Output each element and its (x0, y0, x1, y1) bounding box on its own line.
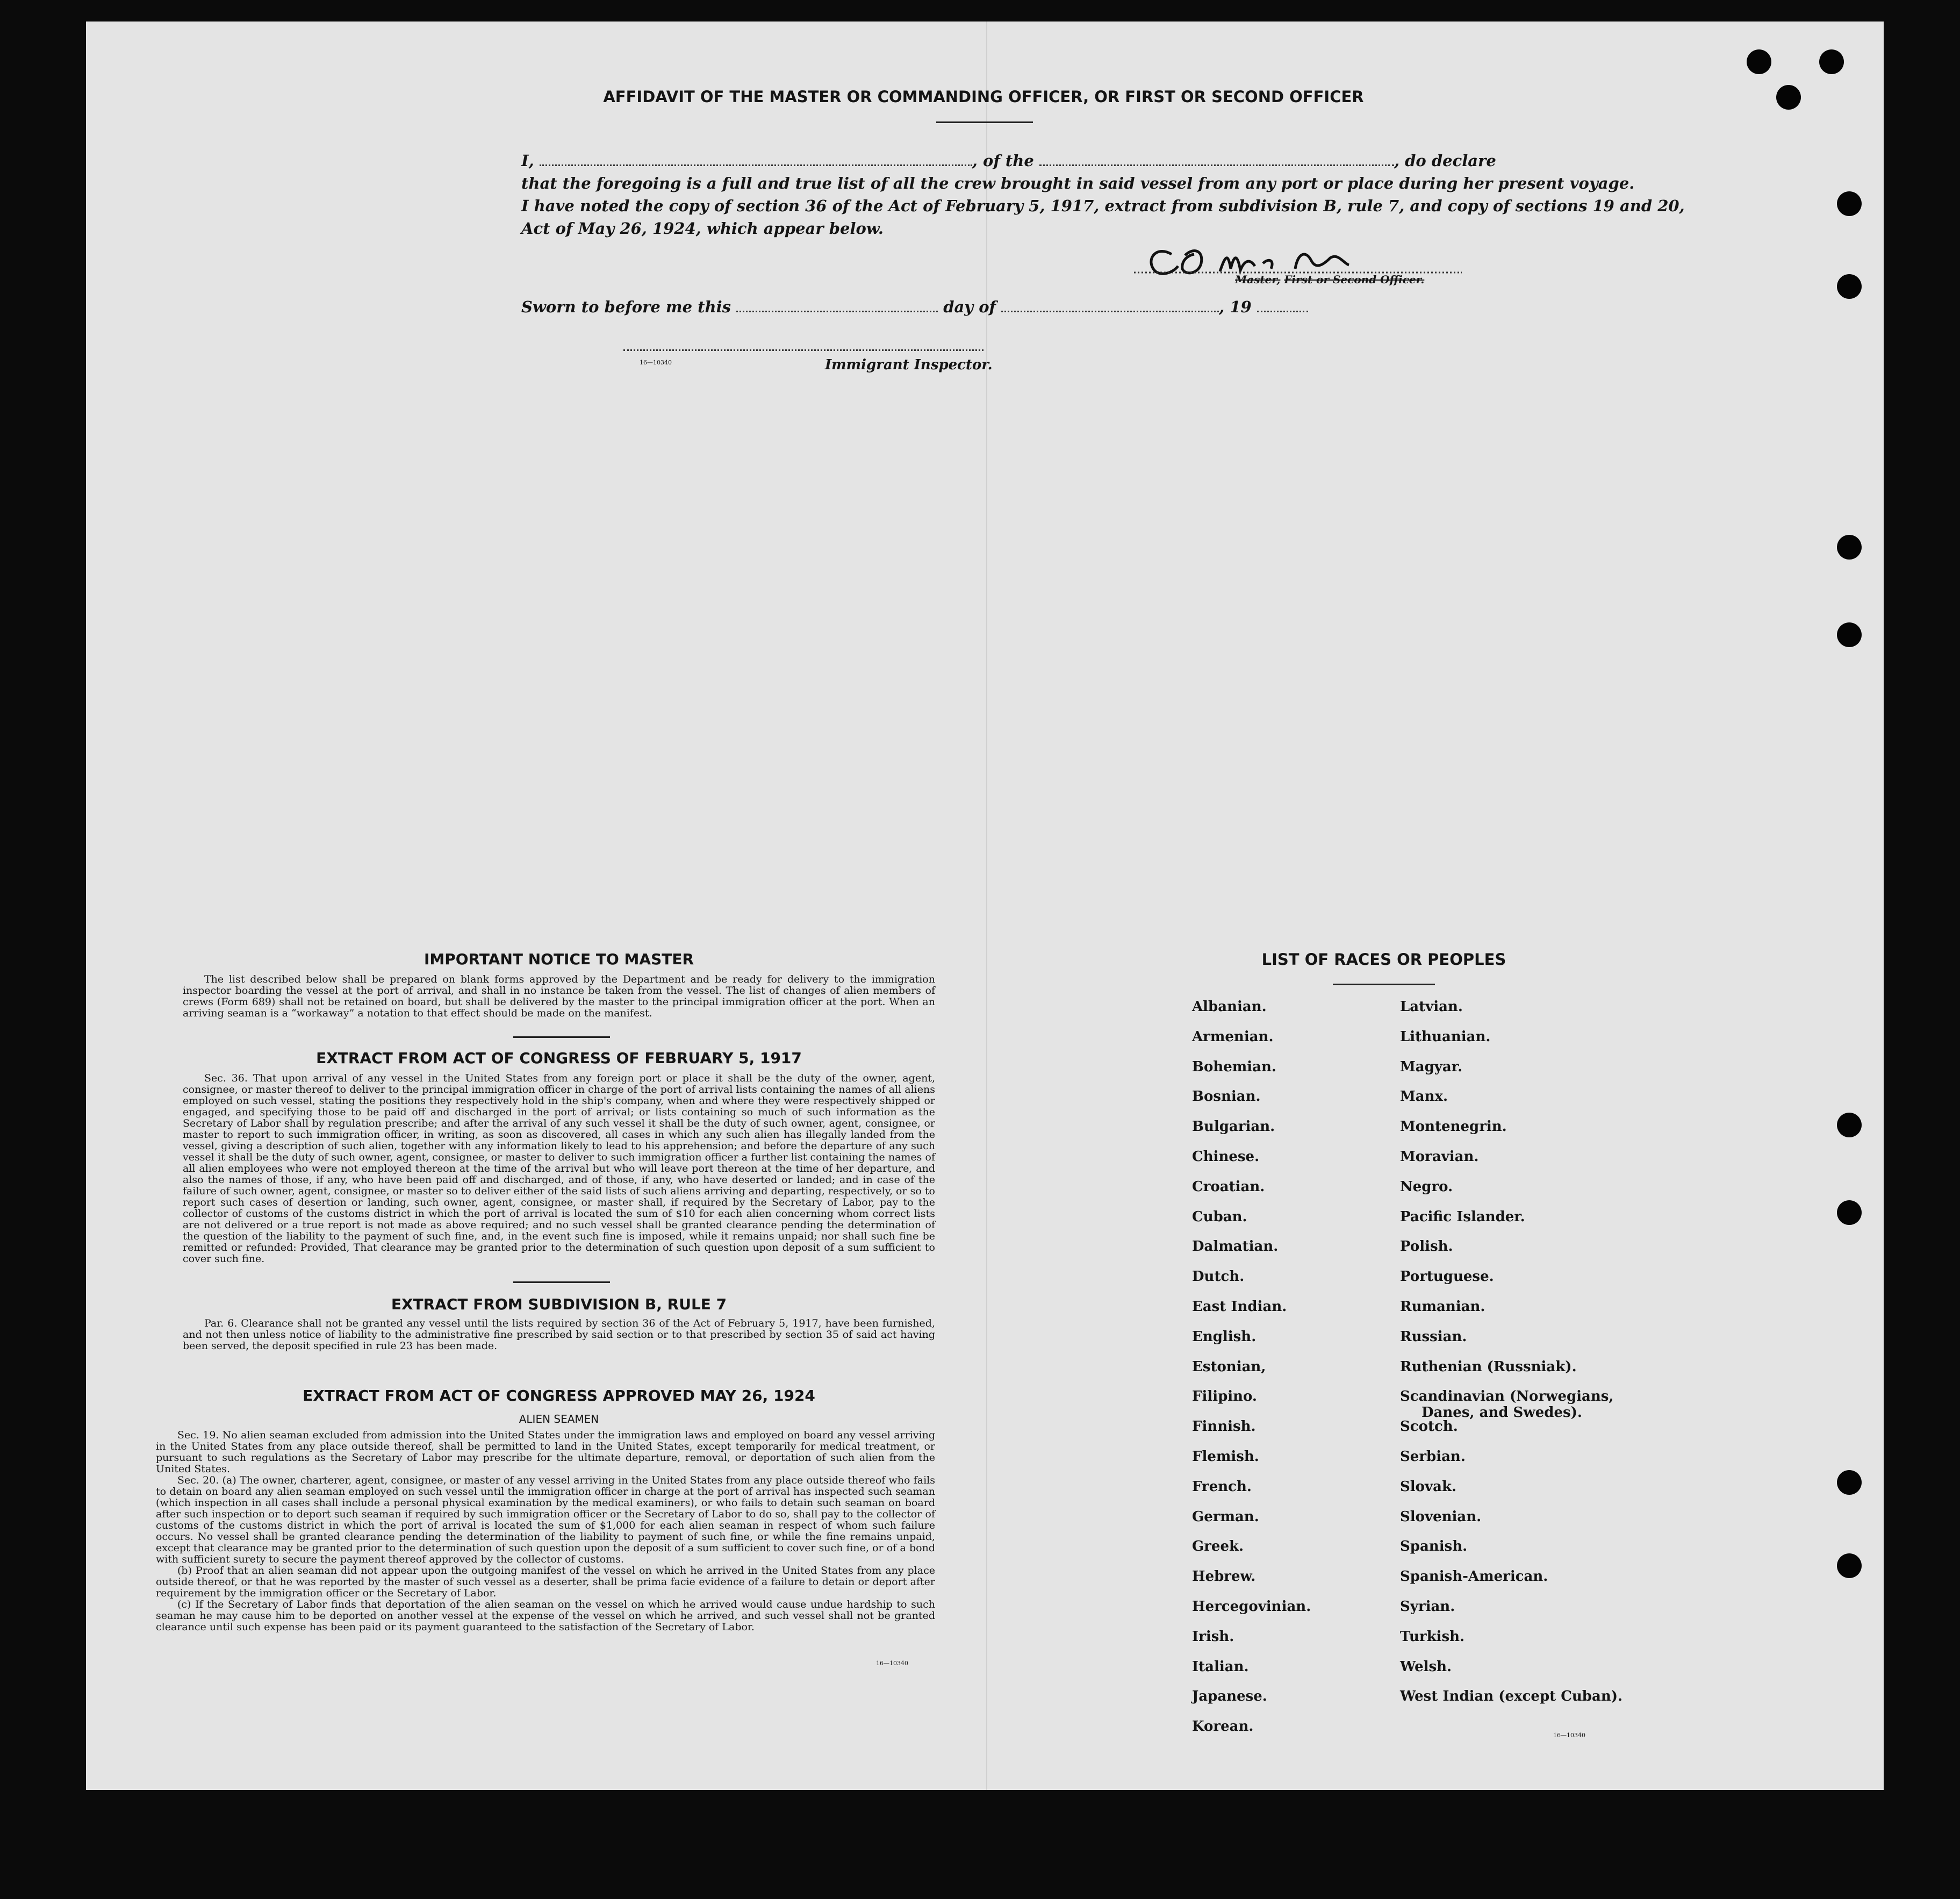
race-item: Syrian. (1400, 1599, 1455, 1615)
day-of-label: day of (943, 298, 996, 316)
section-rule (513, 1281, 610, 1283)
race-item: Polish. (1400, 1238, 1453, 1255)
race-item: Welsh. (1400, 1658, 1452, 1675)
of-the-label: , of the (972, 152, 1034, 170)
race-item: Cuban. (1192, 1208, 1247, 1225)
punch-hole (1776, 85, 1801, 110)
inspector-signature-blank (623, 349, 983, 351)
sec-20a-paragraph: Sec. 20. (a) The owner, charterer, agent, consignee, or master of any vessel arriving in the United States from any place outside thereof who fails to detain on board any alien seaman employed on such vessel until the immigration officer in charge at the port of arrival has inspected such seaman (which inspection in all cases shall include a personal physical examination by the medical examiners), or who fails to detain such seaman on board after such inspection or to deport such seaman if required by such immigration officer or the Secretary of Labor to do so, shall pay to the collector of customs of the customs district in which the port of arrival is located the sum of $1,000 for each alien seaman in respect of whom such failure occurs. No vessel shall be granted clearance pending the determination of the liability to payment of such fine, or while the fine remains unpaid, except that clearance may be granted prior to the determination of such question upon the deposit of a sum sufficient to cover such fine, or of a bond with sufficient surety to secure the payment thereof approved by the collector of customs. (156, 1474, 935, 1565)
punch-hole (1837, 274, 1862, 299)
races-title-rule (1333, 984, 1435, 985)
race-item: Estonian, (1192, 1358, 1266, 1375)
punch-hole (1837, 1553, 1862, 1578)
race-item: Irish. (1192, 1628, 1234, 1645)
year-label: , 19 (1219, 298, 1252, 316)
race-item: Dutch. (1192, 1269, 1245, 1285)
race-item: French. (1192, 1478, 1252, 1495)
punch-hole (1747, 49, 1771, 74)
affidavit-declaration (521, 149, 1685, 240)
declaration-line-4: Act of May 26, 1924, which appear below. (521, 219, 884, 238)
race-item: Latvian. (1400, 999, 1463, 1015)
do-declare-label: , do declare (1394, 152, 1496, 170)
inspector-caption: Immigrant Inspector. (825, 357, 993, 373)
extract-1917-body (183, 1073, 935, 1265)
race-item: Japanese. (1192, 1688, 1267, 1705)
sec-19-paragraph: Sec. 19. No alien seaman excluded from admission into the United States under the immigration laws and employed on board any vessel arriving in the United States from any place outside thereof, shall be permitted to land in the United States, except temporarily for medical treatment, or pursuant to such regulations as the Secretary of Labor may prescribe for the ultimate departure, removal, or deportation of such alien from the United States. (156, 1429, 935, 1475)
extract-1924-body (156, 1430, 935, 1633)
notice-title: IMPORTANT NOTICE TO MASTER (423, 950, 694, 968)
center-fold (986, 22, 987, 1790)
notice-paragraph: The list described below shall be prepared on blank forms approved by the Department and be ready for delivery to the immigration inspector boarding the vessel at the port of arrival, and shall in no instance be taken from the vessel. The list of changes of alien members of crews (Form 689) shall not be retained on board, but shall be delivered by the master to the principal immigration officer at the port. When an arriving seaman is a “workaway” a notation to that effect should be made on the manifest. (183, 973, 935, 1019)
sworn-month-blank (1001, 309, 1219, 312)
extract-rule7-title: EXTRACT FROM SUBDIVISION B, RULE 7 (391, 1295, 727, 1313)
race-item: Scandinavian (Norwegians, (1400, 1388, 1614, 1405)
extract-rule7-body (183, 1318, 935, 1352)
race-item: Korean. (1192, 1718, 1254, 1735)
punch-hole (1819, 49, 1844, 74)
vessel-blank (1039, 162, 1394, 166)
master-label: Master, (1235, 273, 1281, 286)
punch-hole (1837, 1113, 1862, 1137)
name-blank (540, 162, 972, 166)
race-item: West Indian (except Cuban). (1400, 1688, 1623, 1705)
title-rule (936, 121, 1033, 123)
race-item: Turkish. (1400, 1628, 1465, 1645)
race-item: Serbian. (1400, 1449, 1466, 1465)
race-item: Scotch. (1400, 1418, 1458, 1435)
race-item: Finnish. (1192, 1418, 1256, 1435)
race-item: Dalmatian. (1192, 1238, 1279, 1255)
race-item: Montenegrin. (1400, 1119, 1507, 1135)
race-item: Armenian. (1192, 1028, 1274, 1045)
race-item: Chinese. (1192, 1149, 1260, 1165)
par-6-paragraph: Par. 6. Clearance shall not be granted any vessel until the lists required by section 36 of the Act of February 5, 1917, have been furnished, and not then unless notice of liability to the administrative fine prescribed by said section or to that prescribed by section 35 of said act having been served, the deposit specified in rule 23 has been made. (183, 1317, 935, 1352)
sec-20c-paragraph: (c) If the Secretary of Labor finds that deportation of the alien seaman on the vessel on which he arrived would cause undue hardship to such seaman he may cause him to be deported on another vessel at the expense of the vessel on which he arrived, and such vessel shall not be granted clearance until such expense has been paid or its payment guaranteed to the satisfaction of the Secretary of Labor. (156, 1599, 935, 1633)
declaration-line-2: that the foregoing is a full and true list of all the crew brought in said vessel from any port or place during her present voyage. (521, 174, 1635, 192)
race-item: East Indian. (1192, 1299, 1287, 1315)
sworn-day-blank (736, 309, 938, 312)
race-item: Italian. (1192, 1658, 1249, 1675)
race-item: Pacific Islander. (1400, 1208, 1525, 1225)
section-rule (513, 1036, 610, 1038)
sec-20b-paragraph: (b) Proof that an alien seaman did not appear upon the outgoing manifest of the vessel on which he arrived in the United States from any place outside thereof, or that he was reported by the master of such vessel as a deserter, shall be prima facie evidence of a failure to detain or deport after requirement by the immigration officer or the Secretary of Labor. (156, 1565, 935, 1599)
race-item: Filipino. (1192, 1388, 1257, 1405)
race-item: Manx. (1400, 1088, 1448, 1105)
signature-caption (1235, 273, 1424, 286)
declaration-line-3: I have noted the copy of section 36 of the Act of February 5, 1917, extract from subdivision B, rule 7, and copy of sections 19 and 20, (521, 197, 1685, 215)
punch-hole (1837, 622, 1862, 647)
race-item: Bohemian. (1192, 1058, 1276, 1075)
notice-body (183, 974, 935, 1019)
races-form-number: 16—10340 (1553, 1732, 1585, 1739)
race-item: German. (1192, 1508, 1259, 1525)
sworn-label: Sworn to before me this (521, 298, 731, 316)
race-item: Russian. (1400, 1328, 1467, 1345)
race-item: Albanian. (1192, 999, 1267, 1015)
race-item: English. (1192, 1328, 1257, 1345)
race-item: Lithuanian. (1400, 1028, 1491, 1045)
punch-hole (1837, 535, 1862, 560)
race-item: Danes, and Swedes). (1421, 1404, 1582, 1421)
race-item: Hercegovinian. (1192, 1599, 1311, 1615)
extract-1917-title: EXTRACT FROM ACT OF CONGRESS OF FEBRUARY 5, 1917 (316, 1049, 802, 1067)
sworn-line (521, 296, 1308, 318)
punch-hole (1837, 1470, 1862, 1495)
race-item: Bosnian. (1192, 1088, 1261, 1105)
race-item: Slovenian. (1400, 1508, 1482, 1525)
punch-hole (1837, 1200, 1862, 1225)
race-item: Magyar. (1400, 1058, 1463, 1075)
race-item: Flemish. (1192, 1449, 1259, 1465)
race-item: Portuguese. (1400, 1269, 1494, 1285)
race-item: Spanish-American. (1400, 1568, 1548, 1585)
race-item: Ruthenian (Russniak). (1400, 1358, 1577, 1375)
race-item: Spanish. (1400, 1538, 1468, 1555)
race-item: Croatian. (1192, 1178, 1265, 1195)
race-item: Negro. (1400, 1178, 1453, 1195)
race-item: Greek. (1192, 1538, 1244, 1555)
race-item: Moravian. (1400, 1149, 1479, 1165)
race-item: Bulgarian. (1192, 1119, 1275, 1135)
alien-seamen-subtitle: ALIEN SEAMEN (519, 1413, 599, 1425)
races-title: LIST OF RACES OR PEOPLES (1261, 950, 1506, 969)
punch-hole (1837, 191, 1862, 216)
extract-form-number: 16—10340 (876, 1660, 908, 1667)
officer-label-struck: First or Second Officer. (1284, 273, 1425, 286)
race-item: Rumanian. (1400, 1299, 1485, 1315)
affidavit-i-label: I, (521, 152, 534, 170)
extract-1924-title: EXTRACT FROM ACT OF CONGRESS APPROVED MAY 26, 1924 (303, 1387, 815, 1404)
affidavit-title: AFFIDAVIT OF THE MASTER OR COMMANDING OFFICER, OR FIRST OR SECOND OFFICER (603, 88, 1364, 106)
race-item: Hebrew. (1192, 1568, 1256, 1585)
affidavit-form-number: 16—10340 (640, 359, 672, 366)
section-36-paragraph: Sec. 36. That upon arrival of any vessel in the United States from any foreign port or place it shall be the duty of the owner, agent, consignee, or master thereof to deliver to the principal immigration officer in charge of the port of arrival lists containing the names of all aliens employed on such vessel, stating the positions they respectively hold in the ship's company, when and where they were respectively shipped or engaged, and specifying those to be paid off and discharged in the port of arrival; or lists containing so much of such information as the Secretary of Labor shall by regulation prescribe; and after the arrival of any such vessel it shall be the duty of such owner, agent, consignee, or master to report to such immigration officer, in writing, as soon as discovered, all cases in which any such alien has illegally landed from the vessel, giving a description of such alien, together with any information likely to lead to his apprehension; and before the departure of any such vessel it shall be the duty of such owner, agent, consignee, or master to deliver to such immigration officer a further list containing the names of all alien employees who were not employed thereon at the time of the arrival but who will leave port thereon at the time of her departure, and also the names of those, if any, who have been paid off and discharged, and of those, if any, who have deserted or landed; and in case of the failure of such owner, agent, consignee, or master so to deliver either of the said lists of such aliens arriving and departing, respectively, or so to report such cases of desertion or landing, such owner, agent, consignee, or master shall, if required by the Secretary of Labor, pay to the collector of customs of the customs district in which the port of arrival is located the sum of $10 for each alien concerning whom correct lists are not delivered or a true report is not made as above required; and no such vessel shall be granted clearance pending the determination of the question of the liability to the payment of such fine, and, in the event such fine is imposed, while it remains unpaid; nor shall such fine be remitted or refunded: Provided, That clearance may be granted prior to the determination of such question upon deposit of a sum sufficient to cover such fine. (183, 1072, 935, 1265)
sworn-year-blank (1257, 309, 1308, 312)
race-item: Slovak. (1400, 1478, 1457, 1495)
